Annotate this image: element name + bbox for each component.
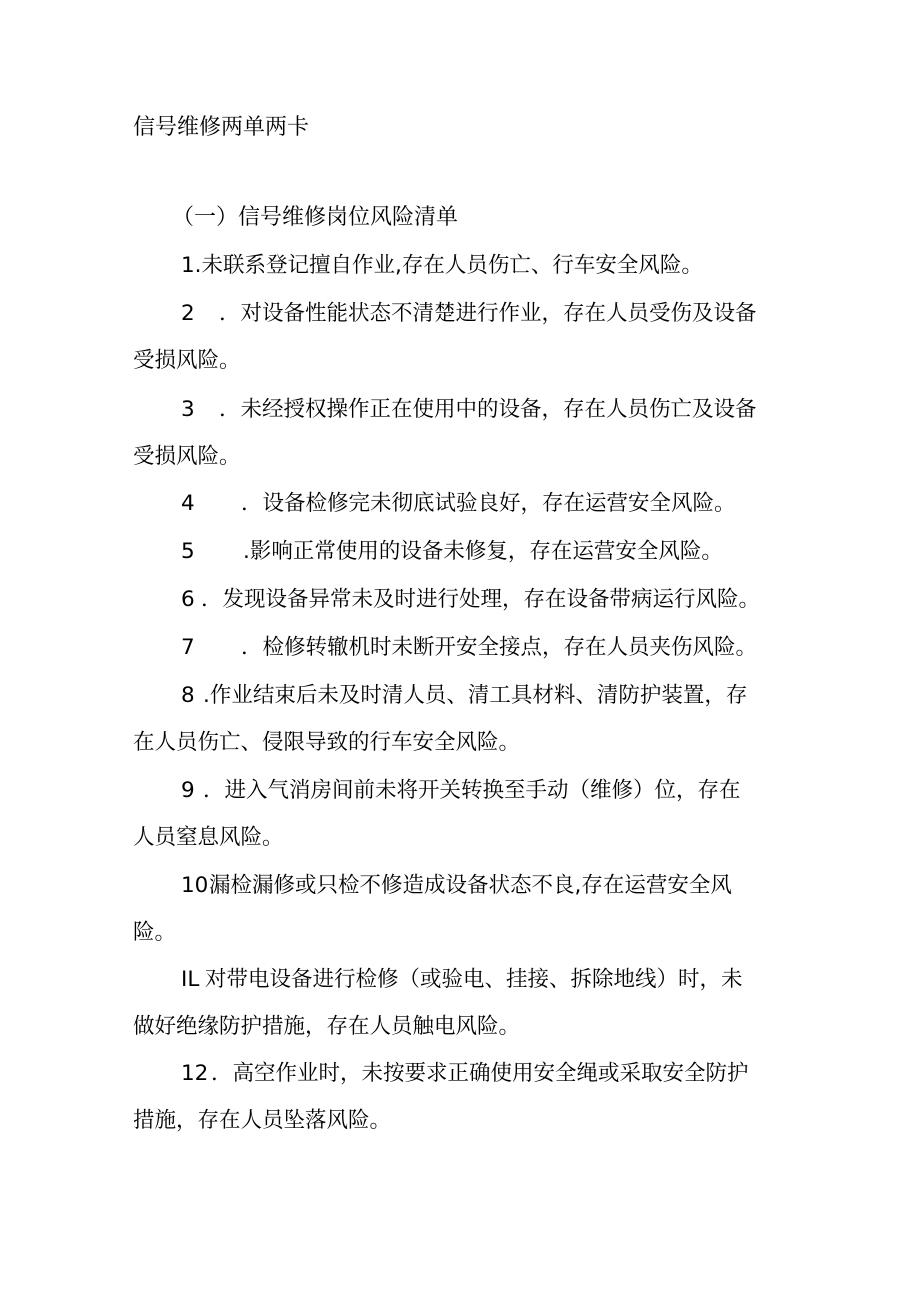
- item-line: [133, 242, 803, 289]
- item-line: 险。: [133, 920, 177, 945]
- item-number: 10: [181, 873, 209, 898]
- item-text: ．对设备性能状态不清楚进行作业，存在人员受伤及设备: [219, 301, 757, 326]
- item-line: [133, 290, 803, 337]
- list-item: [133, 767, 803, 861]
- item-number: 1.: [181, 253, 202, 278]
- item-line: 做好绝缘防护措施，存在人员触电风险。: [133, 1014, 521, 1039]
- item-text: ．设备检修完未彻底试验良好，存在运营安全风险。: [241, 491, 736, 516]
- item-line: [133, 862, 803, 909]
- list-item: [133, 480, 803, 527]
- item-number: 2: [181, 301, 195, 326]
- item-number: 3: [181, 397, 195, 422]
- list-item: [133, 1050, 803, 1144]
- item-line: [133, 624, 803, 671]
- item-number: 7: [181, 635, 195, 660]
- item-number: 4: [181, 491, 195, 516]
- item-number: 12: [181, 1061, 209, 1086]
- item-text: ．发现设备异常未及时进行处理，存在设备带病运行风险。: [201, 587, 761, 612]
- item-line: [133, 528, 803, 575]
- item-text: 对带电设备进行检修（或验电、挂接、拆除地线）时，未: [205, 967, 743, 992]
- item-text: ．高空作业时，未按要求正确使用安全绳或采取安全防护: [211, 1061, 749, 1086]
- item-line: 人员窒息风险。: [133, 825, 284, 850]
- item-number: 8: [181, 683, 195, 708]
- item-line: 受损风险。: [133, 444, 241, 469]
- list-item: [133, 242, 803, 289]
- item-line: [133, 1050, 803, 1097]
- item-number: 9: [181, 778, 195, 803]
- document-title: 信号维修两单两卡: [133, 115, 310, 140]
- item-number: 5: [181, 539, 195, 564]
- item-line: 在人员伤亡、侵限导致的行车安全风险。: [133, 730, 521, 755]
- item-line: 受损风险。: [133, 348, 241, 373]
- item-text: .作业结束后未及时清人员、清工具材料、清防护装置，存: [203, 683, 748, 708]
- list-item: [133, 862, 803, 956]
- list-item: [133, 386, 803, 480]
- item-number: IL: [181, 967, 200, 992]
- item-line: [133, 767, 803, 814]
- item-line: [133, 956, 803, 1003]
- item-text: ．检修转辙机时未断开安全接点，存在人员夹伤风险。: [241, 635, 758, 660]
- item-text: ．进入气消房间前未将开关转换至手动（维修）位，存在: [203, 778, 741, 803]
- item-text: 未联系登记擅自作业,存在人员伤亡、行车安全风险。: [201, 253, 703, 278]
- item-number: 6: [181, 587, 195, 612]
- item-line: [133, 386, 803, 433]
- list-item: [133, 528, 803, 575]
- section-heading: （一）信号维修岗位风险清单: [172, 205, 459, 230]
- item-line: 措施，存在人员坠落风险。: [133, 1108, 392, 1133]
- list-item: [133, 624, 803, 671]
- item-text: 漏检漏修或只检不修造成设备状态不良,存在运营安全风: [209, 873, 732, 898]
- item-text: .影响正常使用的设备未修复，存在运营安全风险。: [243, 539, 723, 564]
- list-item: [133, 576, 803, 623]
- list-item: [133, 956, 803, 1050]
- list-item: [133, 672, 803, 766]
- item-text: ．未经授权操作正在使用中的设备，存在人员伤亡及设备: [219, 397, 757, 422]
- list-item: [133, 290, 803, 384]
- item-line: [133, 480, 803, 527]
- item-line: [133, 672, 803, 719]
- item-line: [133, 576, 803, 623]
